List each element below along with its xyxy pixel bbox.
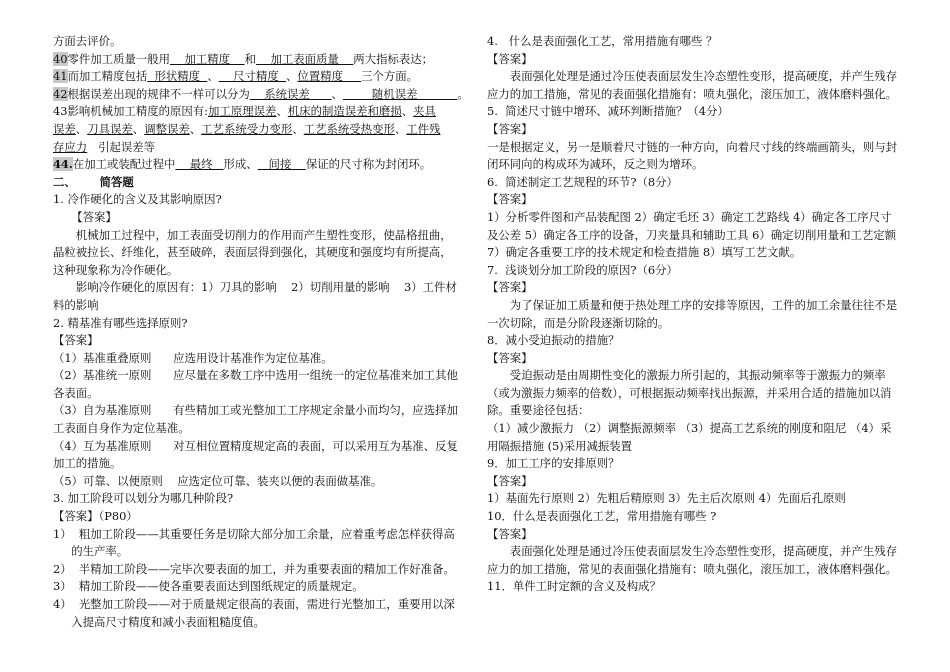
list-item: 2） 半精加工阶段——完毕次要表面的加工，并为重要表面的精加工作好准备。 (53, 561, 455, 576)
fill-question-40 (53, 51, 463, 69)
list-item: （2）基准统一原则 应尽量在多数工序中选用一组统一的定位基准来加工其他各表面。 (53, 368, 458, 400)
answer-paragraph: 影响冷作硬化的原因有：1）刀具的影响 2）切削用量的影响 3）工件材料的影响 (53, 280, 457, 312)
question-number: 40 (53, 51, 68, 66)
text: 、 (189, 121, 202, 136)
answer-tag: 【答案】 (487, 121, 533, 136)
answer-blank: 工艺系统受热变形 (303, 121, 395, 136)
list-item: （4）互为基准原则 对互相位置精度规定高的表面，可以采用互为基准、反复加工的措施。 (53, 438, 458, 471)
text: 形成、 (223, 157, 258, 172)
list-item: （1）基准重叠原则 应选用设计基准作为定位基准。 (53, 350, 333, 365)
answer-blank: 夹具 (413, 104, 436, 119)
section-heading: 二、 简答题 (53, 174, 134, 189)
answer-paragraph: 1）分析零件图和产品装配图 2）确定毛坯 3）确定工艺路线 4）确定各工序尺寸及公差 5）确定各工序的设备，刀夹量具和辅助工具 6）确定切削用量和工艺定额 7）确定各重要工序的技术规定和检查措施 8）填写工艺文献。 (487, 209, 897, 260)
text: 两大指标表达； (353, 51, 434, 66)
fill-question-41 (53, 68, 463, 86)
answer-blank: 加工精度 (170, 51, 245, 66)
fill-question-44 (53, 156, 463, 174)
text: 、 (292, 121, 304, 136)
text: 、 (75, 121, 88, 136)
text: 引起误差等 (98, 139, 156, 154)
answer-blank: 刀具误差 (87, 121, 133, 136)
left-column (53, 33, 469, 631)
text: 、 (276, 104, 288, 119)
text: 、 (394, 121, 407, 136)
list-item: （3）自为基准原则 有些精加工或光整加工工序规定余量小而均匀，应选择加工表面自身作为定位基准。 (53, 403, 458, 436)
answer-paragraph: 1）基面先行原则 2）先粗后精原则 3）先主后次原则 4）先面后孔原则 (487, 491, 846, 506)
answer-tag: 【答案】 (487, 473, 533, 488)
answer-blank: 加工表面质量 (255, 51, 354, 66)
answer-blank: 工件残 (406, 121, 441, 136)
question-title: 3. 加工阶段可以划分为哪几种阶段? (53, 491, 234, 506)
text: 而加工精度包括 (67, 69, 148, 84)
answer-blank: 工艺系统受力变形 (201, 121, 293, 136)
answer-blank: 尺寸精度 (218, 69, 286, 84)
answer-paragraph: 为了保证加工质量和便于热处理工序的安排等原因，工件的加工余量往往不是一次切除，而是分阶段逐渐切除的。 (487, 297, 898, 330)
text: 零件加工质量一般用 (67, 51, 171, 66)
text-line: 方面去评价。 (53, 34, 122, 48)
answer-paragraph: 受迫振动是由周期性变化的激振力所引起的，其振动频率等于激振力的频率（或为激振力频率的倍数），可根据振动频率找出振源，并采用合适的措施加以消除。重要途径包括： (487, 368, 892, 418)
answer-tag: 【答案】 (487, 192, 533, 207)
answer-blank: 最终 (175, 157, 224, 172)
question-title: 1. 冷作硬化的含义及其影响原因? (53, 192, 222, 207)
answer-paragraph: 机械加工过程中，加工表面受切削力的作用而产生塑性变形，使晶格扭曲，晶粒被拉长、纤维化，甚至破碎，表面层得到强化，其硬度和强度均有所提高，这种现象称为冷作硬化。 (53, 227, 452, 277)
answer-tag: 【答案】 (487, 280, 533, 295)
question-title: 11．单件工时定额的含义及构成？ (487, 579, 661, 594)
answer-paragraph: 表面强化处理是通过冷压使表面层发生冷态塑性变形，提高硬度，并产生残存应力的加工措施，常见的表面强化措施有：喷丸强化，滚压加工，液体磨料强化。 (487, 69, 898, 101)
question-title: 4. 什么是表面强化工艺，常用措施有哪些 ？ (487, 34, 718, 48)
answer-blank: 形状精度 (147, 69, 208, 84)
question-number: 44. (53, 157, 73, 172)
text: 、 (401, 104, 414, 119)
text: 、 (286, 69, 298, 84)
text: 三个方面。 (361, 69, 419, 84)
question-title: 2. 精基准有哪些选择原则? (53, 315, 188, 330)
answer-blank: 调整误差 (144, 121, 190, 136)
question-title: 10．什么是表面强化工艺，常用措施有哪些 ? (487, 509, 717, 524)
answer-blank: 随机误差 (342, 86, 458, 101)
answer-blank: 误差 (53, 121, 76, 136)
question-title: 6. 简述制定工艺规程的环节?（8分） (487, 174, 678, 189)
answer-blank: 存应力 (53, 139, 88, 154)
answer-tag: 【答案】 (487, 51, 533, 66)
answer-tag: 【答案】 (53, 333, 99, 348)
answer-paragraph: 一是根据定义，另一是顺着尺寸链的一种方向，向着尺寸线的终端画箭头，则与封闭环同向的构成环为减环，反之则为增环。 (487, 139, 898, 172)
question-number: 41 (53, 69, 68, 84)
fill-question-43 (53, 103, 463, 156)
list-item: 3） 精加工阶段——使各重要表面达到图纸规定的质量规定。 (53, 579, 364, 594)
text: 、 (331, 86, 343, 101)
text: 43影响机械加工精度的原因有: (53, 104, 209, 119)
question-title: 5. 简述尺寸链中增环、减环判断措施？（4分） (487, 104, 729, 119)
answer-paragraph: 表面强化处理是通过冷压使表面层发生冷态塑性变形，提高硬度，并产生残存应力的加工措施，常见的表面强化措施有：喷丸强化，滚压加工，液体磨料强化。 (487, 544, 898, 576)
question-title: 8．减小受迫振动的措施？ (487, 333, 620, 348)
answer-tag: 【答案】 (487, 526, 533, 541)
text: 、 (132, 121, 145, 136)
text: 、 (207, 69, 219, 84)
question-title: 9．加工工序的安排原则？ (487, 456, 620, 471)
fill-question-42 (53, 86, 469, 104)
answer-blank: 位置精度 (297, 69, 362, 84)
answer-tag: 【答案】（P80） (53, 509, 138, 524)
answer-tag: 【答案】 (487, 350, 533, 365)
list-item: （5）可靠、以便原则 应选定位可靠、装夹以便的表面做基准。 (53, 473, 383, 488)
right-column (487, 33, 899, 596)
text: 和 (244, 51, 256, 66)
answer-tag: 【答案】 (71, 209, 117, 224)
text: 根据误差出现的规律不一样可以分为 (67, 86, 250, 101)
answer-blank: 加工原理误差 (208, 104, 277, 119)
text: 。 (457, 86, 469, 101)
answer-blank: 机床的制造误差和磨损 (287, 104, 402, 119)
question-title: 7. 浅谈划分加工阶段的原因?（6分） (487, 262, 678, 277)
list-item: 4） 光整加工阶段——对于质量规定很高的表面，需进行光整加工，重要用以深入提高尺寸精度和减小表面粗糙度值。 (53, 597, 455, 629)
answer-blank: 系统误差 (249, 86, 332, 101)
answer-blank: 间接 (257, 157, 306, 172)
list-item: 1） 粗加工阶段——其重要任务是切除大部分加工余量，应着重考虑怎样获得高的生产率。 (53, 526, 455, 559)
answer-paragraph: （1）减少激振力 （2）调整振源频率 （3）提高工艺系统的刚度和阻尼 （4）采用隔振措施 (5)采用减振装置 (487, 421, 892, 453)
text: 保证的尺寸称为封闭环。 (305, 157, 432, 172)
question-number: 42 (53, 86, 68, 101)
text: 在加工或装配过程中 (72, 157, 176, 172)
